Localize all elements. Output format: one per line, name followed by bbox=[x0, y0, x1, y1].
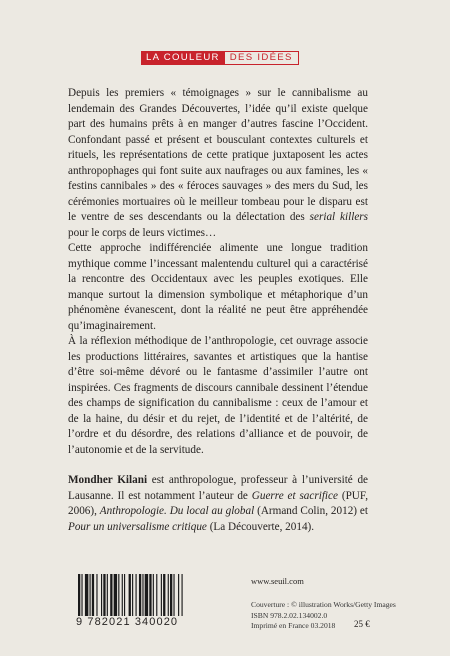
series-banner bbox=[141, 51, 299, 65]
barcode-stripe bbox=[168, 574, 169, 618]
series-label: DES IDÉES bbox=[225, 51, 299, 65]
barcode-stripe bbox=[103, 574, 105, 618]
barcode-stripe bbox=[92, 574, 94, 618]
book-title: Pour un universalisme critique bbox=[68, 520, 207, 533]
author-name: Mondher Kilani bbox=[68, 474, 148, 486]
blurb-paragraph-1: Depuis les premiers « témoignages » sur le cannibalisme au lendemain des Grandes Découvertes, l’idée qu’il existe quelque part des humains prêts à en manger d’autres fascine l’Occident. Confondant passé et présent et bousculant contextes culturels et rituels, les représentations de cette pratique juxtaposent les actes anthropophages qui font suite aux naufrages ou aux famines, les « festins cannibales » des « féroces sauvages » des mers du Sud, les cérémonies mortuaires où le meilleur tombeau pour le disparu est le ventre de ses descendants ou la délectation des serial killers pour le corps de leurs victimes… bbox=[68, 87, 369, 239]
barcode-stripe bbox=[122, 574, 123, 618]
barcode-stripe bbox=[145, 574, 148, 618]
barcode-stripe bbox=[139, 574, 141, 618]
barcode-stripe bbox=[107, 574, 108, 618]
book-title: Guerre et sacrifice bbox=[251, 489, 338, 502]
blurb-paragraph-2: Cette approche indifférenciée alimente une longue tradition mythique comme l’incessant malentendu culturel qui a caractérisé la rencontre des Occidentaux avec les peuples exotiques. Elle manque surtout la dimension symbolique et métaphorique d’un phénomène évanescent, dont la réalité ne peut être appréhendée qu’imaginairement. bbox=[68, 242, 368, 332]
barcode-stripe bbox=[118, 574, 119, 618]
barcode-stripe bbox=[85, 574, 88, 618]
barcode-stripe bbox=[182, 574, 183, 618]
blurb-paragraph-3: À la réflexion méthodique de l’anthropologie, cet ouvrage associe les productions littéraires, savantes et artistiques que la hantise d’être soi-même dévoré ou le fantasme d’assimiler l’autre ont inspirées. Ces fragments de discours cannibale dessinent l’étendue des champs de signification du cannibalisme : ceux de l’amour et de la haine, du désir et du rejet, de l’identité et de l’altérité, de l’ordre et du désordre, des relations d’alliance et de pouvoir, de l’autonomie et de la servitude. bbox=[68, 335, 368, 456]
barcode-stripe bbox=[90, 574, 91, 618]
barcode-stripe bbox=[78, 574, 80, 618]
barcode-bars bbox=[76, 574, 224, 618]
barcode-stripe bbox=[129, 574, 131, 618]
back-cover-blurb bbox=[68, 86, 368, 535]
emphasis-serial-killers: serial killers bbox=[309, 211, 369, 223]
barcode-stripe bbox=[163, 574, 165, 618]
barcode-stripe bbox=[81, 574, 82, 618]
barcode-stripe bbox=[114, 574, 117, 618]
author-bio: Mondher Kilani est anthropologue, professeur à l’université de Lausanne. Il est notamment l’auteur de Guerre et sacrifice (PUF, 2006), Anthropologie. Du local au global (Armand Colin, 2012) et Pour un universalisme critique (La Découverte, 2014). bbox=[68, 474, 369, 533]
barcode-stripe bbox=[124, 574, 125, 618]
barcode-stripe bbox=[178, 574, 179, 618]
barcode-stripe bbox=[132, 574, 133, 618]
series-label-highlight: LA COULEUR bbox=[141, 51, 225, 65]
print-date: Imprimé en France 03.2018 bbox=[251, 621, 336, 630]
isbn-number: ISBN 978.2.02.134002.0 bbox=[251, 610, 328, 620]
publisher-url: www.seuil.com bbox=[251, 576, 304, 586]
print-credits bbox=[251, 600, 396, 632]
barcode-stripe bbox=[96, 574, 97, 618]
barcode-digits: 9 782021 340020 bbox=[76, 616, 228, 628]
barcode-stripe bbox=[142, 574, 143, 618]
barcode-stripe bbox=[101, 574, 102, 618]
cover-credit: Couverture : © illustration Works/Getty Images bbox=[251, 600, 396, 609]
barcode-stripe bbox=[110, 574, 112, 618]
price: 25 € bbox=[354, 619, 370, 629]
barcode-stripe bbox=[149, 574, 151, 618]
barcode-stripe bbox=[153, 574, 154, 618]
book-title: Anthropologie. Du local au global bbox=[99, 505, 255, 517]
barcode-stripe bbox=[173, 574, 174, 618]
barcode-stripe bbox=[170, 574, 172, 618]
barcode-stripe bbox=[136, 574, 137, 618]
barcode-stripe bbox=[161, 574, 162, 618]
barcode-stripe bbox=[156, 574, 157, 618]
